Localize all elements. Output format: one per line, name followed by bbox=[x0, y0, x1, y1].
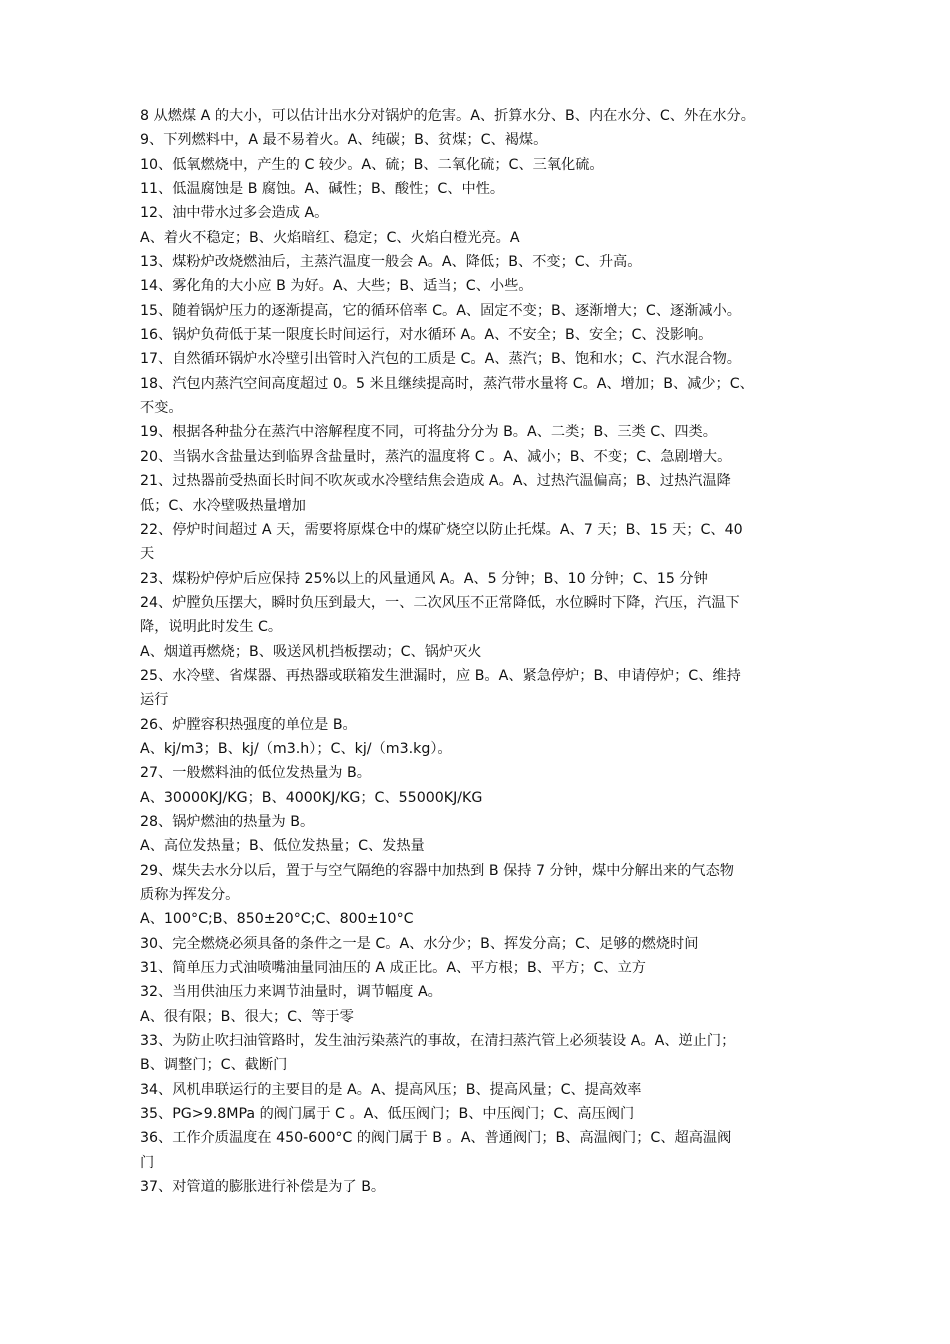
text-line: 36、工作介质温度在 450-600°C 的阀门属于 B 。A、普通阀门；B、高温阀门；C、超高温阀 bbox=[140, 1130, 732, 1147]
text-line: A、100°C;B、850±20°C;C、800±10°C bbox=[140, 911, 414, 928]
text-line: 运行 bbox=[140, 692, 169, 709]
text-line: 降，说明此时发生 C。 bbox=[140, 619, 283, 636]
text-line: 30、完全燃烧必须具备的条件之一是 C。A、水分少；B、挥发分高；C、足够的燃烧时间 bbox=[140, 935, 699, 952]
text-line: 34、风机串联运行的主要目的是 A。A、提高风压；B、提高风量；C、提高效率 bbox=[140, 1081, 642, 1098]
text-line: 质称为挥发分。 bbox=[140, 887, 240, 903]
text-line: 33、为防止吹扫油管路时，发生油污染蒸汽的事故，在清扫蒸汽管上必须装设 A。A、逆止门； bbox=[140, 1033, 736, 1050]
text-line: 31、简单压力式油喷嘴油量同油压的 A 成正比。A、平方根；B、平方；C、立方 bbox=[140, 960, 646, 977]
text-line: 35、PG>9.8MPa 的阀门属于 C 。A、低压阀门；B、中压阀门；C、高压阀门 bbox=[140, 1106, 635, 1123]
text-line: B、调整门；C、截断门 bbox=[140, 1057, 288, 1074]
text-line: 37、对管道的膨胀进行补偿是为了 B。 bbox=[140, 1179, 386, 1196]
text-line: 17、自然循环锅炉水冷壁引出管时入汽包的工质是 C。A、蒸汽；B、饱和水；C、汽水混合物。 bbox=[140, 351, 741, 368]
text-line: A、30000KJ/KG；B、4000KJ/KG；C、55000KJ/KG bbox=[140, 789, 483, 806]
text-line: 22、停炉时间超过 A 天，需要将原煤仓中的煤矿烧空以防止托煤。A、7 天；B、15 天；C、40 bbox=[140, 521, 743, 538]
text-line: A、烟道再燃烧；B、吸送风机挡板摆动；C、锅炉灭火 bbox=[140, 643, 482, 660]
text-line: A、着火不稳定；B、火焰暗红、稳定；C、火焰白橙光亮。A bbox=[140, 229, 520, 246]
text-line: 11、低温腐蚀是 B 腐蚀。A、碱性；B、酸性；C、中性。 bbox=[140, 181, 505, 198]
text-line: 门 bbox=[140, 1154, 155, 1171]
text-line: 低；C、水冷壁吸热量增加 bbox=[140, 497, 306, 514]
document-page bbox=[140, 104, 828, 1199]
text-line: A、很有限；B、很大；C、等于零 bbox=[140, 1008, 354, 1025]
text-line: 16、锅炉负荷低于某一限度长时间运行，对水循环 A。A、不安全；B、安全；C、没影响。 bbox=[140, 327, 713, 344]
text-line: 天 bbox=[140, 546, 155, 563]
text-line: 20、当锅水含盐量达到临界含盐量时，蒸汽的温度将 C 。A、减小；B、不变；C、急剧增大。 bbox=[140, 448, 732, 465]
text-line: 8 从燃煤 A 的大小，可以估计出水分对锅炉的危害。A、折算水分、B、内在水分、C、外在水分。 bbox=[140, 108, 755, 124]
text-line: 25、水冷壁、省煤器、再热器或联箱发生泄漏时，应 B。A、紧急停炉；B、申请停炉；C、维持 bbox=[140, 667, 741, 684]
text-line: 13、煤粉炉改烧燃油后，主蒸汽温度一般会 A。A、降低；B、不变；C、升高。 bbox=[140, 254, 642, 271]
text-line: 21、过热器前受热面长时间不吹灰或水冷壁结焦会造成 A。A、过热汽温偏高；B、过热汽温降 bbox=[140, 473, 731, 490]
text-line: 14、雾化角的大小应 B 为好。A、大些；B、适当；C、小些。 bbox=[140, 278, 533, 295]
text-line: 15、随着锅炉压力的逐渐提高，它的循环倍率 C。A、固定不变；B、逐渐增大；C、逐渐减小。 bbox=[140, 302, 741, 319]
text-line: 32、当用供油压力来调节油量时，调节幅度 A。 bbox=[140, 984, 442, 1001]
text-line: 18、汽包内蒸汽空间高度超过 0。5 米且继续提高时，蒸汽带水量将 C。A、增加；B、减少；C、 bbox=[140, 375, 754, 392]
text-line: 27、一般燃料油的低位发热量为 B。 bbox=[140, 765, 371, 782]
text-line: 9、下列燃料中，A 最不易着火。A、纯碳；B、贫煤；C、褐煤。 bbox=[140, 132, 548, 149]
text-line: 不变。 bbox=[140, 400, 183, 417]
text-line: A、高位发热量；B、低位发热量；C、发热量 bbox=[140, 838, 425, 855]
text-line: 10、低氧燃烧中，产生的 C 较少。A、硫；B、二氧化硫；C、三氧化硫。 bbox=[140, 156, 604, 173]
text-line: 29、煤失去水分以后，置于与空气隔绝的容器中加热到 B 保持 7 分钟，煤中分解出来的气态物 bbox=[140, 862, 734, 879]
text-line: 23、煤粉炉停炉后应保持 25%以上的风量通风 A。A、5 分钟；B、10 分钟；C、15 分钟 bbox=[140, 570, 708, 587]
text-line: 12、油中带水过多会造成 A。 bbox=[140, 205, 329, 222]
text-line: 19、根据各种盐分在蒸汽中溶解程度不同，可将盐分分为 B。A、二类；B、三类 C、四类。 bbox=[140, 424, 717, 441]
text-line: 24、炉膛负压摆大，瞬时负压到最大，一、二次风压不正常降低，水位瞬时下降，汽压，汽温下 bbox=[140, 594, 740, 611]
text-line: 26、炉膛容积热强度的单位是 B。 bbox=[140, 716, 357, 733]
text-line: 28、锅炉燃油的热量为 B。 bbox=[140, 813, 315, 830]
text-line: A、kj/m3；B、kj/（m3.h）；C、kj/（m3.kg）。 bbox=[140, 740, 452, 757]
